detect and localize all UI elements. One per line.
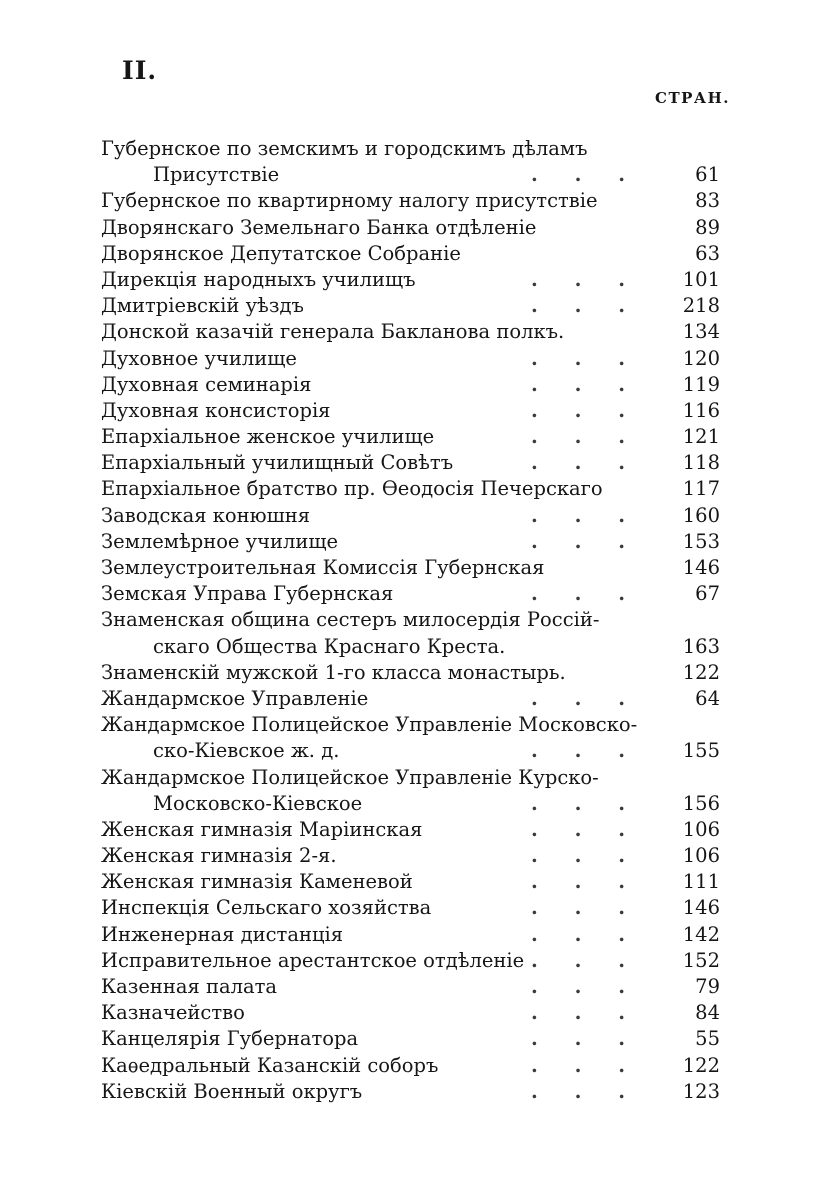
entry-name: Заводская конюшня xyxy=(101,503,311,527)
entry-name: Жандармское Полицейское Управленіе Московско- xyxy=(101,713,638,737)
dot-leader: . . . xyxy=(531,791,640,815)
entry-name: Дмитріевскій уѣздъ xyxy=(101,294,304,318)
dot-leader: . . . xyxy=(531,451,640,475)
index-entry xyxy=(101,241,726,267)
entry-page-number: 63 xyxy=(695,241,720,265)
dot-leader: . . . xyxy=(531,529,640,553)
entry-page-number: 152 xyxy=(682,948,720,972)
entry-page-number: 153 xyxy=(682,529,720,553)
entry-page-number: 155 xyxy=(682,739,720,763)
entry-name: Женская гимназія Маріинская xyxy=(101,817,423,841)
entry-name: Казначейство xyxy=(101,1001,245,1025)
entry-name: Духовное училище xyxy=(101,346,297,370)
entry-page-number: 118 xyxy=(682,451,720,475)
dot-leader: . . . xyxy=(531,975,640,998)
dot-leader: . . . xyxy=(531,686,640,710)
entry-name: Инспекція Сельскаго хозяйства xyxy=(101,896,432,920)
index-entry xyxy=(101,765,726,791)
entry-name: Духовная семинарія xyxy=(101,372,312,396)
index-entry xyxy=(101,346,726,372)
entry-name: Исправительное арестантское отдѣленіе xyxy=(101,948,525,972)
index-entry xyxy=(101,372,726,398)
entry-name: Губернское по земскимъ и городскимъ дѣламъ xyxy=(101,137,588,160)
entry-page-number: 156 xyxy=(682,791,720,815)
entry-name: Московско-Кіевское xyxy=(153,791,363,815)
page-column-header: СТРАН. xyxy=(655,89,730,107)
dot-leader: . . . xyxy=(531,503,640,527)
entry-page-number: 122 xyxy=(682,1053,720,1077)
entry-name: Епархіальное братство пр. Ѳеодосія Печерскаго xyxy=(101,477,603,501)
index-entry xyxy=(101,817,726,843)
entry-name: Кіевскій Военный округъ xyxy=(101,1079,363,1103)
dot-leader: . . . xyxy=(531,817,640,841)
index-entry xyxy=(101,660,726,686)
entry-name: Дворянскаго Земельнаго Банка отдѣленіе xyxy=(101,215,537,239)
index-entry xyxy=(101,738,726,764)
entry-name: Дирекція народныхъ училищъ xyxy=(101,267,416,291)
dot-leader: . . . xyxy=(531,425,640,449)
entry-page-number: 146 xyxy=(682,896,720,920)
entry-page-number: 163 xyxy=(682,634,720,658)
dot-leader: . . . xyxy=(531,1001,640,1025)
entry-name: Инженерная дистанція xyxy=(101,922,344,946)
index-entry xyxy=(101,529,726,555)
entry-page-number: 120 xyxy=(682,346,720,370)
entry-name: Земская Управа Губернская xyxy=(101,582,394,606)
entry-name: Епархіальное женское училище xyxy=(101,425,435,449)
entry-name: Духовная консисторія xyxy=(101,398,331,422)
index-entry xyxy=(101,476,726,502)
index-entry xyxy=(101,1026,726,1052)
index-entry xyxy=(101,974,726,1000)
entry-page-number: 61 xyxy=(695,163,720,187)
dot-leader: . . . xyxy=(531,267,640,291)
entry-page-number: 106 xyxy=(682,817,720,841)
entry-page-number: 160 xyxy=(682,503,720,527)
entry-name: ско-Кіевское ж. д. xyxy=(153,739,340,763)
index-entry xyxy=(101,188,726,214)
index-entry xyxy=(101,1053,726,1079)
index-entry xyxy=(101,398,726,424)
entry-page-number: 89 xyxy=(695,215,720,239)
entry-name: Знаменскій мужской 1-го класса монастырь. xyxy=(101,660,566,684)
entry-page-number: 119 xyxy=(682,372,720,396)
dot-leader: . . . xyxy=(531,294,640,318)
entry-page-number: 142 xyxy=(682,922,720,946)
entry-page-number: 134 xyxy=(682,320,720,344)
dot-leader: . . . xyxy=(531,1027,640,1051)
entry-page-number: 121 xyxy=(682,425,720,449)
entry-name: Жандармское Управленіе xyxy=(101,686,369,710)
index-entry xyxy=(101,424,726,450)
entry-page-number: 101 xyxy=(682,267,720,291)
dot-leader: . . . xyxy=(531,163,640,187)
index-entry xyxy=(101,869,726,895)
dot-leader: . . . xyxy=(531,1079,640,1103)
entry-name: Жандармское Полицейское Управленіе Курско- xyxy=(101,765,599,789)
index-entry xyxy=(101,712,726,738)
entry-name: Знаменская община сестеръ милосердія Россій- xyxy=(101,608,600,632)
index-entry xyxy=(101,922,726,948)
entry-name: Каѳедральный Казанскій соборъ xyxy=(101,1053,439,1077)
entry-page-number: 79 xyxy=(695,975,720,998)
entry-name: Епархіальный училищный Совѣтъ xyxy=(101,451,454,475)
index-entry xyxy=(101,791,726,817)
dot-leader: . . . xyxy=(531,870,640,894)
dot-leader: . . . xyxy=(531,582,640,606)
dot-leader: . . . xyxy=(531,896,640,920)
index-entry xyxy=(101,634,726,660)
entry-name: Казенная палата xyxy=(101,975,278,998)
index-entry xyxy=(101,607,726,633)
index-entry xyxy=(101,686,726,712)
index-entry xyxy=(101,1000,726,1026)
entry-page-number: 55 xyxy=(695,1027,720,1051)
entry-name: Присутствіе xyxy=(153,163,280,187)
entry-name: скаго Общества Краснаго Креста. xyxy=(153,634,506,658)
entry-page-number: 64 xyxy=(695,686,720,710)
index-entry xyxy=(101,215,726,241)
index-entry xyxy=(101,555,726,581)
entry-name: Женская гимназія 2-я. xyxy=(101,844,337,868)
entry-page-number: 67 xyxy=(695,582,720,606)
entry-name: Донской казачій генерала Бакланова полкъ. xyxy=(101,320,565,344)
dot-leader: . . . xyxy=(531,948,640,972)
dot-leader: . . . xyxy=(531,1053,640,1077)
index-entry xyxy=(101,895,726,921)
index-entry xyxy=(101,319,726,345)
index-entry xyxy=(101,293,726,319)
dot-leader: . . . xyxy=(531,739,640,763)
dot-leader: . . . xyxy=(531,346,640,370)
entry-name: Губернское по квартирному налогу присутствіе xyxy=(101,189,598,213)
index-entry xyxy=(101,136,651,162)
dot-leader: . . . xyxy=(531,398,640,422)
entry-page-number: 106 xyxy=(682,844,720,868)
index-entry xyxy=(101,503,726,529)
page-number: II. xyxy=(122,56,158,85)
index-entry xyxy=(101,162,726,188)
dot-leader: . . . xyxy=(531,922,640,946)
entry-name: Землемѣрное училище xyxy=(101,529,339,553)
entry-page-number: 122 xyxy=(682,660,720,684)
dot-leader: . . . xyxy=(531,372,640,396)
entry-page-number: 123 xyxy=(682,1079,720,1103)
entry-page-number: 146 xyxy=(682,556,720,579)
entry-page-number: 83 xyxy=(695,189,720,213)
dot-leader: . . . xyxy=(531,844,640,868)
entry-name: Канцелярія Губернатора xyxy=(101,1027,359,1051)
entry-name: Женская гимназія Каменевой xyxy=(101,870,413,894)
entry-page-number: 84 xyxy=(695,1001,720,1025)
index-entry xyxy=(101,581,726,607)
entry-page-number: 111 xyxy=(682,870,720,894)
index-list xyxy=(101,136,726,1105)
entry-page-number: 218 xyxy=(682,294,720,318)
entry-page-number: 117 xyxy=(682,477,720,501)
index-entry xyxy=(101,267,726,293)
entry-name: Дворянское Депутатское Собраніе xyxy=(101,241,461,265)
index-entry xyxy=(101,948,726,974)
entry-name: Землеустроительная Комиссія Губернская xyxy=(101,556,545,579)
index-entry xyxy=(101,1079,726,1105)
index-entry xyxy=(101,450,726,476)
index-entry xyxy=(101,843,726,869)
entry-page-number: 116 xyxy=(682,398,720,422)
